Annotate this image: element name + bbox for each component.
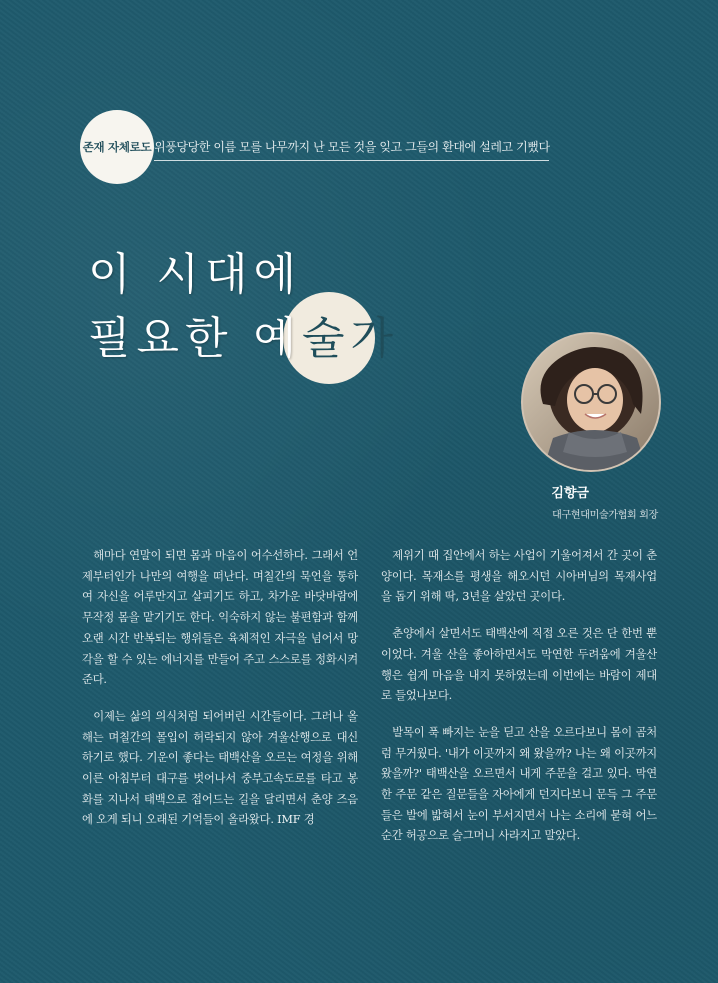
article-paragraph: 해마다 연말이 되면 몸과 마음이 어수선하다. 그래서 언제부터인가 나만의 여행을 떠난다. 며칠간의 묵언을 통하여 자신을 어루만지고 살피기도 하고, 차가운 바닷바람에 무작정 몸을 맡기기도 한다. 익숙하지 않는 불편함과 함께 오랜 시간 반복되는 행위들은 육체적인 자극을 넘어서 망각을 할 수 있는 에너지를 만들어 주고 스스로를 정화시켜 준다. — [82, 549, 358, 687]
article-column-left — [82, 546, 358, 847]
article-title-line-1: 이 시대에 — [88, 249, 303, 300]
author-name: 김향금 — [551, 486, 589, 501]
article-column-right — [381, 546, 657, 863]
section-badge-label: 존재 자체로도 — [82, 140, 152, 154]
title-line-2-plain: 필요한 예 — [88, 313, 303, 364]
article-paragraph: 춘양에서 살면서도 태백산에 직접 오른 것은 단 한번 뿐이었다. 겨울 산을 좋아하면서도 막연한 두려움에 겨울산행은 쉽게 마음을 내지 못하였는데 이번에는 바람이 제대로 들었나보다. — [381, 627, 657, 703]
article-tagline: 위풍당당한 이름 모를 나무까지 난 모든 것을 잊고 그들의 환대에 설레고 기뻤다 — [154, 138, 549, 161]
author-portrait — [521, 332, 661, 472]
article-paragraph: 발목이 푹 빠지는 눈을 딛고 산을 오르다보니 몸이 곰처럼 무거웠다. '내가 이곳까지 왜 왔을까? 나는 왜 이곳까지 왔을까?' 태백산을 오르면서 내게 주문을 걸고 있다. 막연한 주문 같은 질문들을 자아에게 던지다보니 문득 그 주문들은 발에 밟혀서 눈이 부서지면서 나는 소리에 묻혀 어느 순간 허공으로 슬그머니 사라지고 말았다. — [381, 725, 657, 843]
article-paragraph: 이제는 삶의 의식처럼 되어버린 시간들이다. 그러나 올해는 며칠간의 몰입이 허락되지 않아 겨울산행으로 대신하기로 했다. 기운이 좋다는 태백산을 오르는 여정을 위해 이른 아침부터 대구를 벗어나서 중부고속도로를 타고 봉화를 지나서 태백으로 접어드는 길을 달리면서 춘양 즈음에 오게 되니 오래된 기억들이 올라왔다. IMF 경 — [82, 709, 358, 827]
author-portrait-illustration — [523, 334, 659, 470]
author-affiliation: 대구현대미술가협회 회장 — [552, 510, 658, 521]
article-paragraph: 제위기 때 집안에서 하는 사업이 기울어져서 간 곳이 춘양이다. 목재소를 평생을 해오시던 시아버님의 목재사업을 돕기 위해 딱, 3년을 살았던 곳이다. — [381, 549, 657, 604]
title-line-2-highlight: 술가 — [302, 313, 400, 364]
article-title-line-2 — [88, 302, 399, 366]
